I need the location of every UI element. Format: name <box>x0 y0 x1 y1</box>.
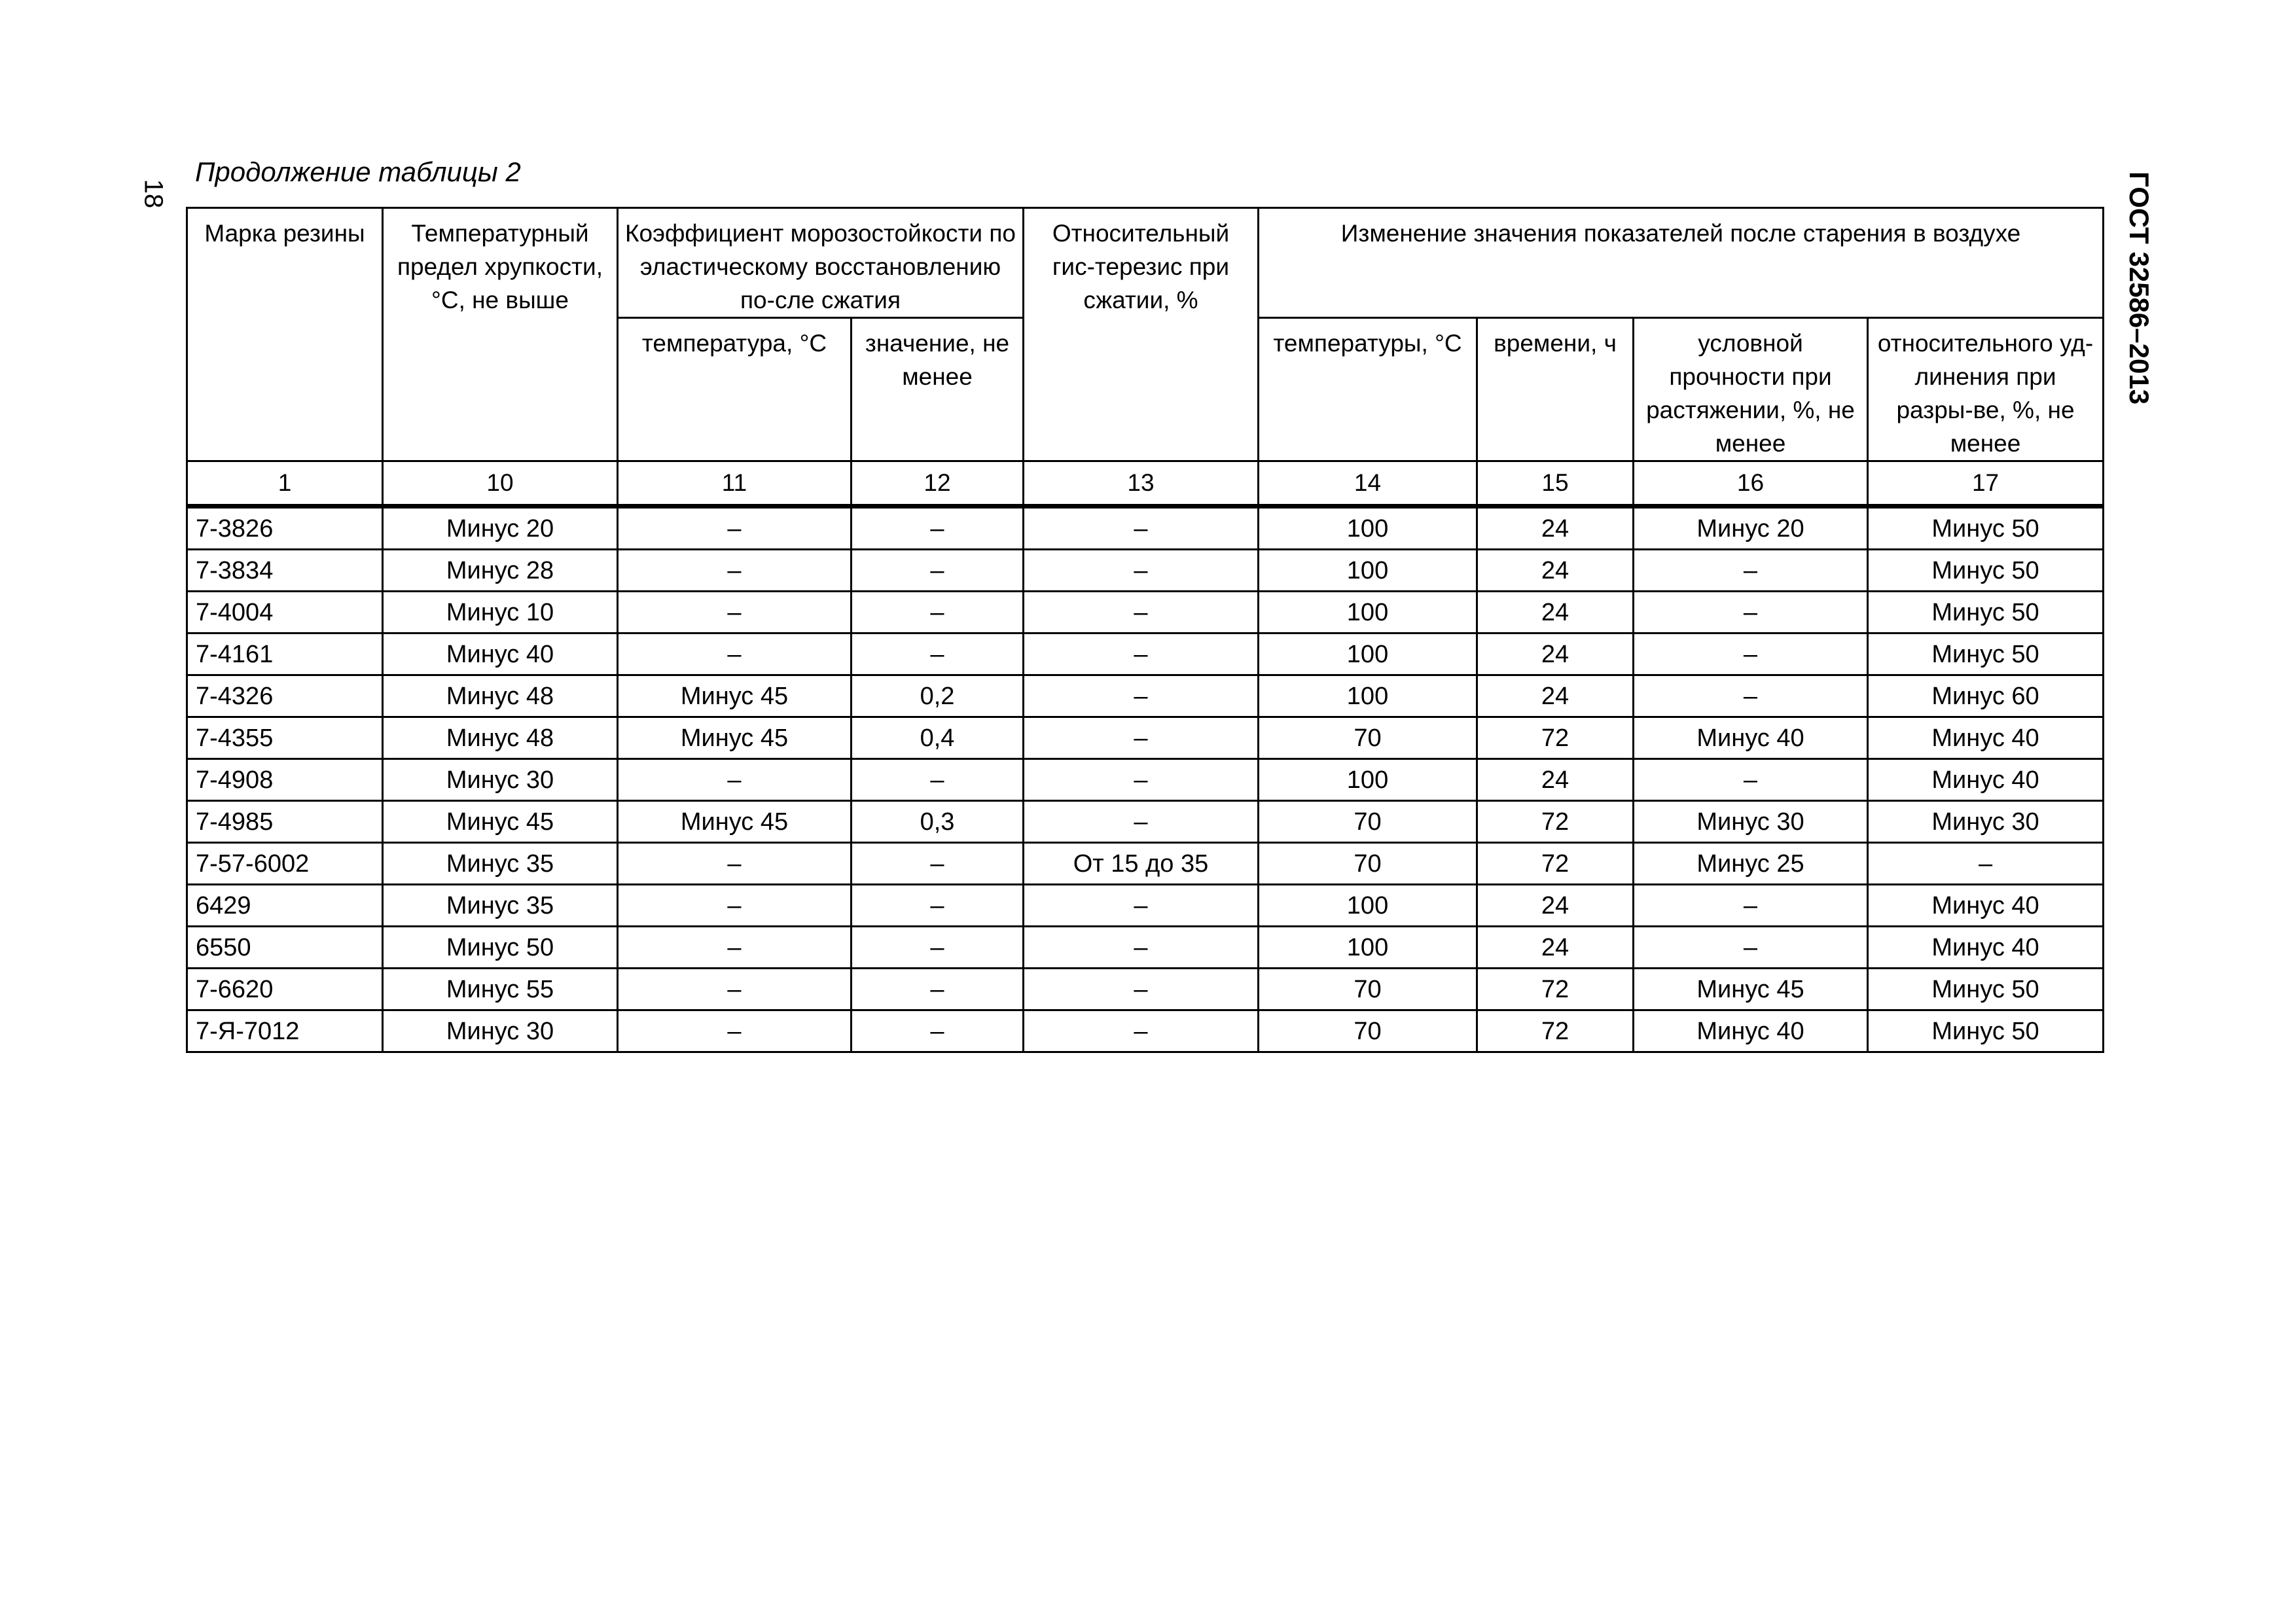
table-cell: 70 <box>1259 969 1477 1010</box>
table-row <box>187 969 2104 1010</box>
table-cell: – <box>852 507 1024 550</box>
table-cell: Минус 40 <box>1868 885 2104 927</box>
table-row <box>187 759 2104 801</box>
table-cell: – <box>1024 927 1259 969</box>
table-cell: – <box>852 759 1024 801</box>
table-cell: – <box>852 885 1024 927</box>
table-cell: Минус 20 <box>1634 507 1868 550</box>
table-cell: 100 <box>1259 927 1477 969</box>
table-cell: Минус 30 <box>1868 801 2104 843</box>
header-col10: Температурный предел хрупкости, °С, не выше <box>383 208 618 461</box>
table-cell: Минус 25 <box>1634 843 1868 885</box>
table-cell: – <box>1024 759 1259 801</box>
table-cell: 72 <box>1477 717 1634 759</box>
column-number: 15 <box>1477 461 1634 507</box>
rubber-grade-cell: 6550 <box>187 927 383 969</box>
table-cell: – <box>852 550 1024 592</box>
table-cell: 70 <box>1259 1010 1477 1052</box>
rubber-grade-cell: 7-57-6002 <box>187 843 383 885</box>
table-cell: 72 <box>1477 801 1634 843</box>
rubber-grade-cell: 7-Я-7012 <box>187 1010 383 1052</box>
table-cell: Минус 45 <box>618 675 852 717</box>
header-group-aging: Изменение значения показателей после старения в воздухе <box>1259 208 2104 318</box>
table-cell: Минус 40 <box>1634 717 1868 759</box>
table-cell: Минус 50 <box>1868 592 2104 633</box>
table-cell: Минус 50 <box>1868 1010 2104 1052</box>
table-cell: 24 <box>1477 550 1634 592</box>
table-row <box>187 885 2104 927</box>
table-cell: – <box>1634 550 1868 592</box>
document-code: ГОСТ 32586–2013 <box>2124 171 2155 405</box>
table-cell: 100 <box>1259 675 1477 717</box>
rubber-grade-cell: 7-4161 <box>187 633 383 675</box>
table-row <box>187 550 2104 592</box>
table-cell: 100 <box>1259 759 1477 801</box>
table-cell: – <box>1024 592 1259 633</box>
table-cell: – <box>852 633 1024 675</box>
table-cell: – <box>1024 885 1259 927</box>
table-cell: – <box>1634 927 1868 969</box>
table-cell: – <box>618 550 852 592</box>
table-cell: Минус 40 <box>1868 927 2104 969</box>
header-group-frost: Коэффициент морозостойкости по эластическому восстановлению по-сле сжатия <box>618 208 1024 318</box>
table-cell: – <box>618 633 852 675</box>
table-cell: Минус 45 <box>383 801 618 843</box>
column-number-row <box>187 461 2104 507</box>
table-cell: Минус 45 <box>1634 969 1868 1010</box>
table-cell: – <box>618 969 852 1010</box>
table-cell: – <box>618 592 852 633</box>
table-cell: 24 <box>1477 927 1634 969</box>
table-cell: – <box>1634 633 1868 675</box>
table-cell: – <box>1634 592 1868 633</box>
table-cell: – <box>1024 550 1259 592</box>
table-cell: 24 <box>1477 507 1634 550</box>
table-cell: Минус 35 <box>383 885 618 927</box>
table-cell: Минус 30 <box>383 759 618 801</box>
table-cell: 24 <box>1477 633 1634 675</box>
table-row <box>187 1010 2104 1052</box>
table-cell: – <box>852 969 1024 1010</box>
table-cell: Минус 40 <box>1868 759 2104 801</box>
table-row <box>187 801 2104 843</box>
rubber-grade-cell: 7-6620 <box>187 969 383 1010</box>
table-cell: Минус 50 <box>1868 633 2104 675</box>
table-cell: Минус 50 <box>383 927 618 969</box>
table-cell: 70 <box>1259 843 1477 885</box>
table-cell: 100 <box>1259 507 1477 550</box>
header-col17: относительного уд-линения при разры-ве, %, не менее <box>1868 318 2104 461</box>
table-cell: – <box>618 843 852 885</box>
table-cell: Минус 48 <box>383 675 618 717</box>
rubber-grade-cell: 7-4326 <box>187 675 383 717</box>
table-cell: – <box>618 927 852 969</box>
table-cell: – <box>1868 843 2104 885</box>
header-col13: Относительный гис-терезис при сжатии, % <box>1024 208 1259 461</box>
rubber-grade-cell: 7-3826 <box>187 507 383 550</box>
table-cell: Минус 10 <box>383 592 618 633</box>
table-cell: Минус 50 <box>1868 507 2104 550</box>
table-cell: 100 <box>1259 885 1477 927</box>
table-cell: 0,2 <box>852 675 1024 717</box>
table-cell: Минус 60 <box>1868 675 2104 717</box>
column-number: 1 <box>187 461 383 507</box>
rubber-grade-cell: 7-3834 <box>187 550 383 592</box>
table-cell: 100 <box>1259 592 1477 633</box>
column-number: 16 <box>1634 461 1868 507</box>
header-col14: температуры, °С <box>1259 318 1477 461</box>
data-table <box>186 207 2104 1053</box>
table-row <box>187 843 2104 885</box>
table-cell: От 15 до 35 <box>1024 843 1259 885</box>
table-cell: 24 <box>1477 885 1634 927</box>
rubber-grade-cell: 7-4908 <box>187 759 383 801</box>
table-cell: Минус 30 <box>383 1010 618 1052</box>
column-number: 10 <box>383 461 618 507</box>
table-cell: – <box>1024 1010 1259 1052</box>
table-cell: 24 <box>1477 759 1634 801</box>
table-cell: Минус 45 <box>618 801 852 843</box>
table-cell: 100 <box>1259 633 1477 675</box>
table-cell: – <box>1024 801 1259 843</box>
table-cell: 0,4 <box>852 717 1024 759</box>
table-cell: 70 <box>1259 801 1477 843</box>
header-col11: температура, °С <box>618 318 852 461</box>
column-number: 13 <box>1024 461 1259 507</box>
table-cell: – <box>1024 507 1259 550</box>
header-col12: значение, не менее <box>852 318 1024 461</box>
header-col15: времени, ч <box>1477 318 1634 461</box>
table-body <box>187 507 2104 1052</box>
rubber-grade-cell: 6429 <box>187 885 383 927</box>
table-row <box>187 633 2104 675</box>
table-cell: – <box>1634 759 1868 801</box>
table-cell: Минус 50 <box>1868 550 2104 592</box>
table-cell: 24 <box>1477 592 1634 633</box>
table-cell: 0,3 <box>852 801 1024 843</box>
table-cell: 72 <box>1477 1010 1634 1052</box>
table-cell: 100 <box>1259 550 1477 592</box>
table-cell: Минус 28 <box>383 550 618 592</box>
table-cell: – <box>852 843 1024 885</box>
table-row <box>187 592 2104 633</box>
header-col16: условной прочности при растяжении, %, не менее <box>1634 318 1868 461</box>
table-row <box>187 927 2104 969</box>
column-number: 11 <box>618 461 852 507</box>
table-cell: Минус 40 <box>383 633 618 675</box>
table-cell: – <box>1634 675 1868 717</box>
table-cell: – <box>852 1010 1024 1052</box>
table-cell: Минус 20 <box>383 507 618 550</box>
table-cell: – <box>618 507 852 550</box>
table-cell: – <box>1024 717 1259 759</box>
table-cell: – <box>618 1010 852 1052</box>
table-row <box>187 507 2104 550</box>
table-cell: – <box>618 759 852 801</box>
table-cell: – <box>1634 885 1868 927</box>
table-cell: Минус 48 <box>383 717 618 759</box>
table-cell: Минус 40 <box>1868 717 2104 759</box>
table-cell: – <box>1024 969 1259 1010</box>
table-cell: 70 <box>1259 717 1477 759</box>
table-cell: 72 <box>1477 969 1634 1010</box>
table-row <box>187 717 2104 759</box>
table-cell: Минус 40 <box>1634 1010 1868 1052</box>
table-caption: Продолжение таблицы 2 <box>195 156 521 187</box>
table-cell: Минус 50 <box>1868 969 2104 1010</box>
table-cell: Минус 45 <box>618 717 852 759</box>
table-cell: – <box>852 592 1024 633</box>
table-cell: 24 <box>1477 675 1634 717</box>
table-cell: Минус 30 <box>1634 801 1868 843</box>
column-number: 14 <box>1259 461 1477 507</box>
table-cell: – <box>618 885 852 927</box>
header-col1: Марка резины <box>187 208 383 461</box>
rubber-grade-cell: 7-4985 <box>187 801 383 843</box>
table-row <box>187 675 2104 717</box>
table-cell: Минус 35 <box>383 843 618 885</box>
table-cell: Минус 55 <box>383 969 618 1010</box>
page-number: 18 <box>139 179 168 209</box>
table-cell: – <box>1024 633 1259 675</box>
table-cell: 72 <box>1477 843 1634 885</box>
table-cell: – <box>852 927 1024 969</box>
column-number: 17 <box>1868 461 2104 507</box>
rubber-grade-cell: 7-4355 <box>187 717 383 759</box>
rubber-grade-cell: 7-4004 <box>187 592 383 633</box>
column-number: 12 <box>852 461 1024 507</box>
table-cell: – <box>1024 675 1259 717</box>
